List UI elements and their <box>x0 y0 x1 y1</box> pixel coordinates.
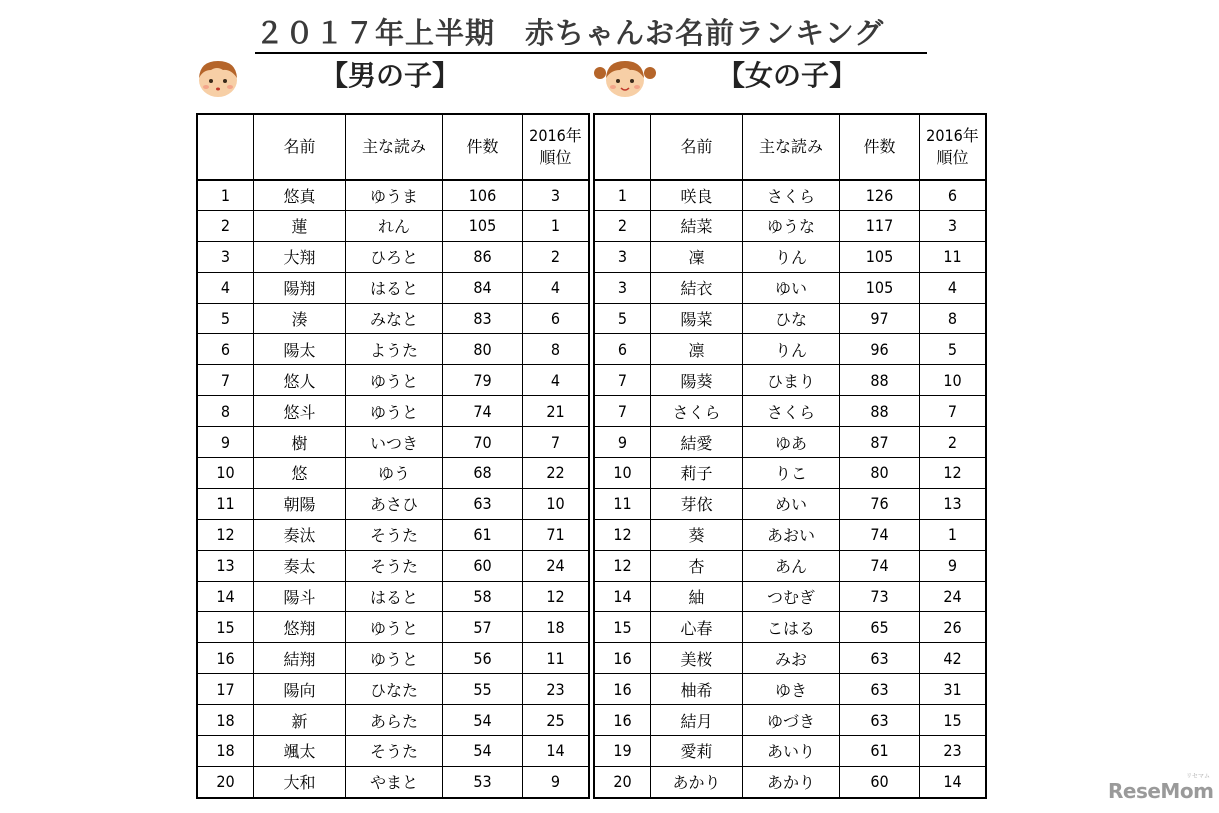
name-cell: 蓮 <box>254 210 346 241</box>
prev-rank-cell: 15 <box>920 705 986 736</box>
name-header: 名前 <box>651 115 743 180</box>
resemom-logo: ReseMom <box>1108 779 1214 803</box>
rank-cell: 8 <box>198 396 254 427</box>
prev-rank-header-year: 2016年 <box>529 125 582 145</box>
prev-rank-cell: 6 <box>920 180 986 211</box>
reading-cell: みなと <box>346 303 443 334</box>
table-row <box>198 396 589 427</box>
prev-rank-header <box>523 115 589 180</box>
reading-cell: ゆうま <box>346 180 443 211</box>
name-cell: 結翔 <box>254 643 346 674</box>
prev-rank-cell: 24 <box>523 550 589 581</box>
table-row <box>198 612 589 643</box>
count-cell: 88 <box>840 365 920 396</box>
rank-cell: 2 <box>595 210 651 241</box>
table-header-row <box>595 115 986 180</box>
prev-rank-cell: 12 <box>920 458 986 489</box>
name-cell: 咲良 <box>651 180 743 211</box>
table-row <box>595 612 986 643</box>
reading-cell: ひなた <box>346 674 443 705</box>
reading-header: 主な読み <box>743 115 840 180</box>
count-cell: 58 <box>443 581 523 612</box>
prev-rank-cell: 9 <box>523 766 589 797</box>
count-cell: 63 <box>840 674 920 705</box>
count-cell: 57 <box>443 612 523 643</box>
count-cell: 63 <box>443 488 523 519</box>
count-cell: 61 <box>443 519 523 550</box>
boys-heading: 【男の子】 <box>320 59 461 92</box>
girl-face-icon <box>594 58 656 98</box>
rank-cell: 5 <box>595 303 651 334</box>
reading-cell: ゆうと <box>346 396 443 427</box>
count-cell: 84 <box>443 272 523 303</box>
table-row <box>595 674 986 705</box>
prev-rank-header-label: 順位 <box>936 147 969 167</box>
prev-rank-cell: 31 <box>920 674 986 705</box>
count-cell: 88 <box>840 396 920 427</box>
reading-cell: みお <box>743 643 840 674</box>
prev-rank-cell: 14 <box>920 766 986 797</box>
table-row <box>595 210 986 241</box>
count-cell: 126 <box>840 180 920 211</box>
prev-rank-cell: 23 <box>523 674 589 705</box>
name-cell: 凜 <box>651 241 743 272</box>
count-cell: 74 <box>443 396 523 427</box>
reading-cell: りん <box>743 334 840 365</box>
name-cell: 樹 <box>254 427 346 458</box>
logo-subtext: リセマム <box>1186 773 1210 780</box>
name-cell: あかり <box>651 766 743 797</box>
table-row <box>198 241 589 272</box>
name-cell: 莉子 <box>651 458 743 489</box>
prev-rank-cell: 4 <box>523 272 589 303</box>
table-row <box>198 488 589 519</box>
rank-cell: 14 <box>198 581 254 612</box>
reading-cell: あらた <box>346 705 443 736</box>
prev-rank-cell: 22 <box>523 458 589 489</box>
name-cell: 奏太 <box>254 550 346 581</box>
name-cell: 悠人 <box>254 365 346 396</box>
reading-cell: いつき <box>346 427 443 458</box>
name-cell: 結菜 <box>651 210 743 241</box>
name-cell: 陽向 <box>254 674 346 705</box>
rank-cell: 5 <box>198 303 254 334</box>
table-row <box>595 334 986 365</box>
reading-cell: ひまり <box>743 365 840 396</box>
rank-cell: 7 <box>595 365 651 396</box>
table-row <box>198 519 589 550</box>
reading-cell: ゆうと <box>346 643 443 674</box>
table-row <box>198 458 589 489</box>
rank-cell: 18 <box>198 705 254 736</box>
reading-cell: りん <box>743 241 840 272</box>
reading-cell: あん <box>743 550 840 581</box>
name-cell: 紬 <box>651 581 743 612</box>
reading-cell: そうた <box>346 550 443 581</box>
prev-rank-cell: 10 <box>523 488 589 519</box>
reading-cell: あかり <box>743 766 840 797</box>
table-row <box>595 365 986 396</box>
prev-rank-cell: 9 <box>920 550 986 581</box>
rank-cell: 19 <box>595 736 651 767</box>
count-header: 件数 <box>840 115 920 180</box>
rank-cell: 16 <box>595 705 651 736</box>
count-cell: 65 <box>840 612 920 643</box>
table-row <box>198 736 589 767</box>
rank-cell: 20 <box>595 766 651 797</box>
table-row <box>595 736 986 767</box>
reading-cell: さくら <box>743 396 840 427</box>
reading-cell: れん <box>346 210 443 241</box>
count-cell: 70 <box>443 427 523 458</box>
prev-rank-cell: 26 <box>920 612 986 643</box>
reading-cell: こはる <box>743 612 840 643</box>
name-cell: 新 <box>254 705 346 736</box>
count-cell: 61 <box>840 736 920 767</box>
table-row <box>198 334 589 365</box>
count-cell: 80 <box>443 334 523 365</box>
reading-cell: ゆうな <box>743 210 840 241</box>
reading-cell: ひろと <box>346 241 443 272</box>
reading-header: 主な読み <box>346 115 443 180</box>
rank-cell: 16 <box>595 643 651 674</box>
count-cell: 74 <box>840 550 920 581</box>
name-cell: 湊 <box>254 303 346 334</box>
rank-header <box>595 115 651 180</box>
reading-cell: あおい <box>743 519 840 550</box>
prev-rank-cell: 21 <box>523 396 589 427</box>
reading-cell: ゆう <box>346 458 443 489</box>
name-cell: 朝陽 <box>254 488 346 519</box>
prev-rank-cell: 25 <box>523 705 589 736</box>
table-header-row <box>198 115 589 180</box>
boys-table-body <box>198 180 589 798</box>
rank-cell: 14 <box>595 581 651 612</box>
table-row <box>595 272 986 303</box>
count-cell: 68 <box>443 458 523 489</box>
name-cell: 大翔 <box>254 241 346 272</box>
rank-cell: 11 <box>595 488 651 519</box>
table-row <box>198 766 589 797</box>
rank-cell: 1 <box>595 180 651 211</box>
prev-rank-cell: 6 <box>523 303 589 334</box>
name-cell: 葵 <box>651 519 743 550</box>
name-cell: 奏汰 <box>254 519 346 550</box>
name-cell: 大和 <box>254 766 346 797</box>
rank-cell: 17 <box>198 674 254 705</box>
name-cell: 柚希 <box>651 674 743 705</box>
prev-rank-header-year: 2016年 <box>926 125 979 145</box>
rank-cell: 7 <box>595 396 651 427</box>
table-row <box>198 365 589 396</box>
prev-rank-cell: 11 <box>523 643 589 674</box>
reading-cell: りこ <box>743 458 840 489</box>
table-row <box>198 180 589 211</box>
reading-cell: ゆうと <box>346 365 443 396</box>
count-cell: 73 <box>840 581 920 612</box>
table-row <box>595 427 986 458</box>
count-cell: 63 <box>840 705 920 736</box>
reading-cell: ひな <box>743 303 840 334</box>
name-cell: 悠翔 <box>254 612 346 643</box>
name-cell: 悠斗 <box>254 396 346 427</box>
rank-cell: 12 <box>198 519 254 550</box>
reading-cell: そうた <box>346 736 443 767</box>
prev-rank-cell: 18 <box>523 612 589 643</box>
prev-rank-cell: 8 <box>523 334 589 365</box>
count-cell: 56 <box>443 643 523 674</box>
table-row <box>595 488 986 519</box>
prev-rank-cell: 11 <box>920 241 986 272</box>
name-cell: 陽菜 <box>651 303 743 334</box>
prev-rank-cell: 7 <box>523 427 589 458</box>
count-cell: 60 <box>840 766 920 797</box>
prev-rank-cell: 42 <box>920 643 986 674</box>
prev-rank-header <box>920 115 986 180</box>
name-cell: 陽葵 <box>651 365 743 396</box>
count-cell: 83 <box>443 303 523 334</box>
rank-cell: 20 <box>198 766 254 797</box>
rank-cell: 10 <box>595 458 651 489</box>
prev-rank-cell: 2 <box>920 427 986 458</box>
table-row <box>198 210 589 241</box>
rank-cell: 3 <box>595 272 651 303</box>
name-cell: 悠 <box>254 458 346 489</box>
count-cell: 54 <box>443 736 523 767</box>
count-cell: 55 <box>443 674 523 705</box>
name-cell: さくら <box>651 396 743 427</box>
prev-rank-cell: 7 <box>920 396 986 427</box>
count-cell: 86 <box>443 241 523 272</box>
name-cell: 颯太 <box>254 736 346 767</box>
count-cell: 80 <box>840 458 920 489</box>
reading-cell: ゆい <box>743 272 840 303</box>
rank-cell: 7 <box>198 365 254 396</box>
rank-cell: 16 <box>595 674 651 705</box>
rank-cell: 3 <box>595 241 651 272</box>
name-cell: 心春 <box>651 612 743 643</box>
prev-rank-cell: 3 <box>523 180 589 211</box>
table-row <box>595 180 986 211</box>
reading-cell: はると <box>346 272 443 303</box>
table-row <box>198 272 589 303</box>
prev-rank-header-label: 順位 <box>539 147 572 167</box>
table-row <box>198 674 589 705</box>
table-row <box>595 458 986 489</box>
rank-cell: 15 <box>595 612 651 643</box>
rank-cell: 16 <box>198 643 254 674</box>
table-row <box>198 427 589 458</box>
reading-cell: はると <box>346 581 443 612</box>
name-cell: 芽依 <box>651 488 743 519</box>
name-cell: 愛莉 <box>651 736 743 767</box>
prev-rank-cell: 5 <box>920 334 986 365</box>
table-row <box>595 303 986 334</box>
name-cell: 杏 <box>651 550 743 581</box>
prev-rank-cell: 2 <box>523 241 589 272</box>
count-cell: 97 <box>840 303 920 334</box>
count-header: 件数 <box>443 115 523 180</box>
table-row <box>595 643 986 674</box>
count-cell: 96 <box>840 334 920 365</box>
prev-rank-cell: 24 <box>920 581 986 612</box>
count-cell: 79 <box>443 365 523 396</box>
name-cell: 結月 <box>651 705 743 736</box>
prev-rank-cell: 3 <box>920 210 986 241</box>
prev-rank-cell: 10 <box>920 365 986 396</box>
count-cell: 53 <box>443 766 523 797</box>
prev-rank-cell: 13 <box>920 488 986 519</box>
rank-header <box>198 115 254 180</box>
prev-rank-cell: 8 <box>920 303 986 334</box>
table-row <box>595 241 986 272</box>
count-cell: 87 <box>840 427 920 458</box>
rank-cell: 12 <box>595 550 651 581</box>
table-row <box>198 550 589 581</box>
count-cell: 60 <box>443 550 523 581</box>
reading-cell: ゆあ <box>743 427 840 458</box>
rank-cell: 9 <box>198 427 254 458</box>
name-cell: 陽翔 <box>254 272 346 303</box>
girls-heading: 【女の子】 <box>717 59 858 92</box>
prev-rank-cell: 4 <box>920 272 986 303</box>
name-cell: 陽太 <box>254 334 346 365</box>
name-cell: 凛 <box>651 334 743 365</box>
rank-cell: 10 <box>198 458 254 489</box>
reading-cell: あいり <box>743 736 840 767</box>
table-row <box>595 705 986 736</box>
prev-rank-cell: 71 <box>523 519 589 550</box>
name-cell: 結衣 <box>651 272 743 303</box>
table-row <box>595 581 986 612</box>
reading-cell: ゆづき <box>743 705 840 736</box>
girls-table-body <box>595 180 986 798</box>
boy-face-icon <box>195 58 241 98</box>
rank-cell: 11 <box>198 488 254 519</box>
rank-cell: 6 <box>595 334 651 365</box>
rank-cell: 2 <box>198 210 254 241</box>
table-row <box>198 581 589 612</box>
count-cell: 54 <box>443 705 523 736</box>
prev-rank-cell: 4 <box>523 365 589 396</box>
prev-rank-cell: 1 <box>523 210 589 241</box>
reading-cell: つむぎ <box>743 581 840 612</box>
rank-cell: 6 <box>198 334 254 365</box>
table-row <box>595 396 986 427</box>
reading-cell: ゆうと <box>346 612 443 643</box>
table-row <box>595 550 986 581</box>
prev-rank-cell: 1 <box>920 519 986 550</box>
count-cell: 105 <box>840 241 920 272</box>
count-cell: 105 <box>840 272 920 303</box>
rank-cell: 12 <box>595 519 651 550</box>
girls-ranking-table <box>594 114 986 798</box>
table-row <box>198 705 589 736</box>
rank-cell: 1 <box>198 180 254 211</box>
reading-cell: さくら <box>743 180 840 211</box>
rank-cell: 3 <box>198 241 254 272</box>
page-title: ２０１７年上半期 赤ちゃんお名前ランキング <box>255 14 927 54</box>
prev-rank-cell: 14 <box>523 736 589 767</box>
rank-cell: 18 <box>198 736 254 767</box>
count-cell: 106 <box>443 180 523 211</box>
reading-cell: やまと <box>346 766 443 797</box>
name-cell: 結愛 <box>651 427 743 458</box>
rank-cell: 15 <box>198 612 254 643</box>
count-cell: 74 <box>840 519 920 550</box>
reading-cell: めい <box>743 488 840 519</box>
reading-cell: そうた <box>346 519 443 550</box>
name-cell: 美桜 <box>651 643 743 674</box>
rank-cell: 13 <box>198 550 254 581</box>
rank-cell: 9 <box>595 427 651 458</box>
table-row <box>595 766 986 797</box>
reading-cell: あさひ <box>346 488 443 519</box>
table-row <box>198 303 589 334</box>
count-cell: 63 <box>840 643 920 674</box>
table-row <box>595 519 986 550</box>
count-cell: 117 <box>840 210 920 241</box>
name-cell: 悠真 <box>254 180 346 211</box>
name-cell: 陽斗 <box>254 581 346 612</box>
reading-cell: ようた <box>346 334 443 365</box>
reading-cell: ゆき <box>743 674 840 705</box>
boys-ranking-table <box>197 114 589 798</box>
count-cell: 105 <box>443 210 523 241</box>
table-row <box>198 643 589 674</box>
rank-cell: 4 <box>198 272 254 303</box>
prev-rank-cell: 23 <box>920 736 986 767</box>
count-cell: 76 <box>840 488 920 519</box>
name-header: 名前 <box>254 115 346 180</box>
prev-rank-cell: 12 <box>523 581 589 612</box>
